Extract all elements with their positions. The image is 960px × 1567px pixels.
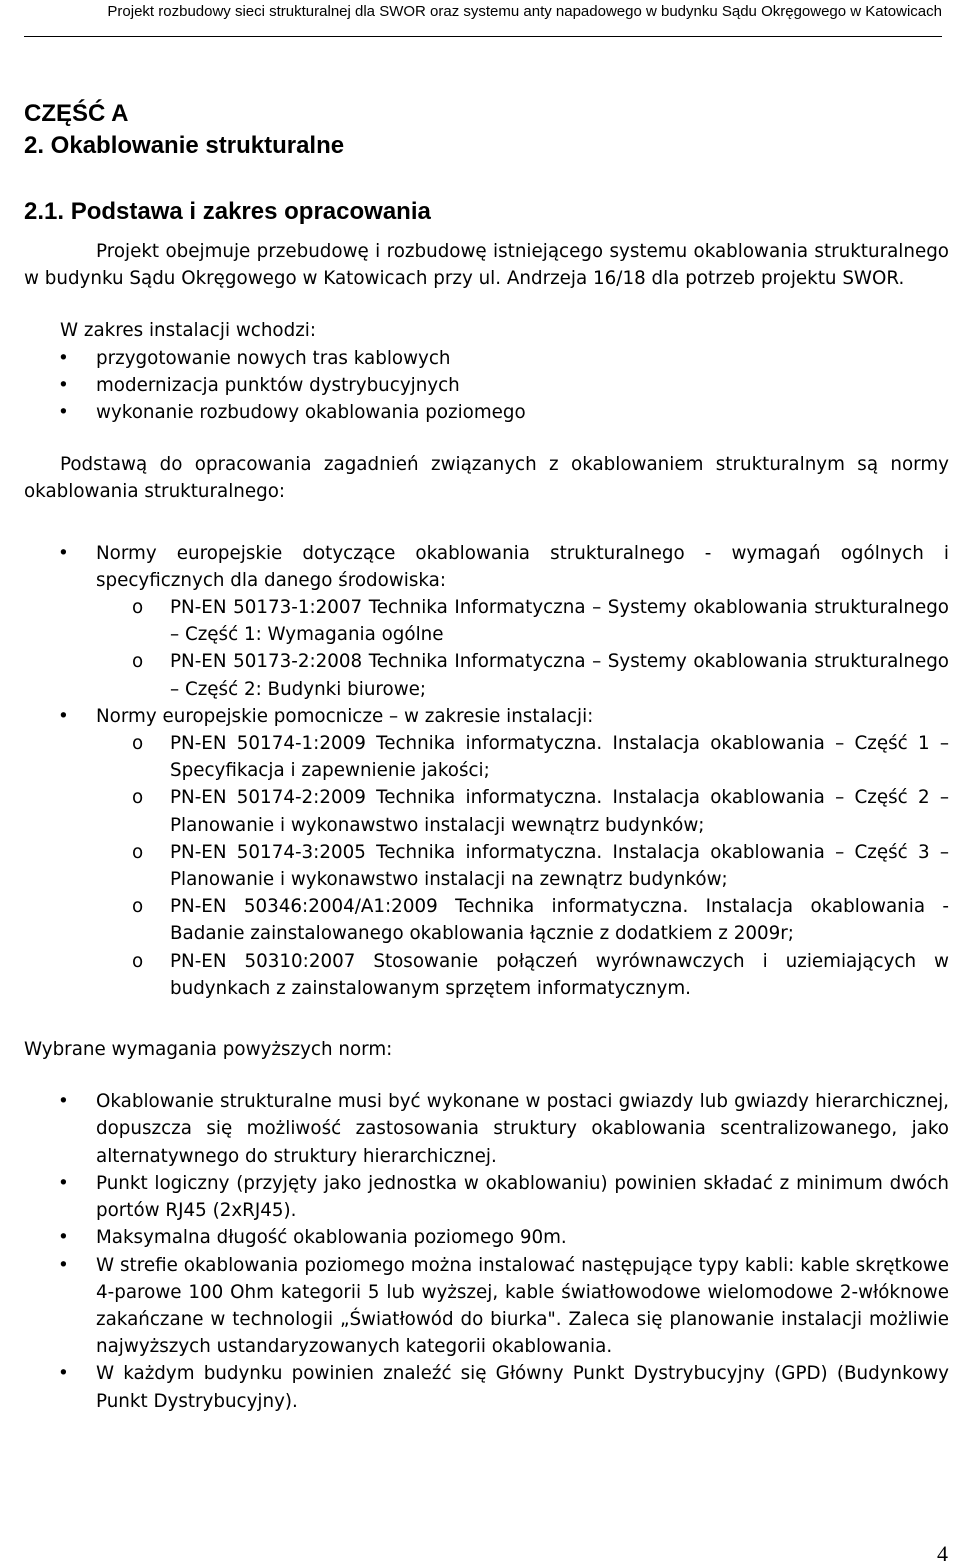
list-item: • Maksymalna długość okablowania poziomego 90m. (24, 1224, 949, 1251)
norms-list (24, 540, 949, 1002)
circle-bullet-icon: o (132, 597, 144, 619)
part-title: CZĘŚĆ A (24, 100, 129, 127)
document-body (24, 98, 949, 1415)
bullet-icon: • (58, 402, 69, 424)
list-item: • Punkt logiczny (przyjęty jako jednostka w okablowaniu) powinien składać z minimum dwóch portów RJ45 (2xRJ45). (24, 1170, 949, 1224)
sub-list (96, 594, 949, 703)
list-item: • Okablowanie strukturalne musi być wykonane w postaci gwiazdy lub gwiazdy hierarchicznej, dopuszcza się możliwość zastosowania struktury okablowania scentralizowanego, jako alternatywnego do struktury hierarchicznej. (24, 1088, 949, 1170)
section-title: 2. Okablowanie strukturalne (24, 132, 345, 159)
page-number: 4 (937, 1541, 948, 1566)
list-item: o PN-EN 50174-1:2009 Technika informatyczna. Instalacja okablowania – Część 1 – Specyfikacja i zapewnienie jakości; (96, 730, 949, 784)
list-item: • modernizacja punktów dystrybucyjnych (24, 372, 949, 399)
bullet-icon: • (58, 1227, 69, 1249)
list-item: • W każdym budynku powinien znaleźć się Główny Punkt Dystrybucyjny (GPD) (Budynkowy Punkt Dystrybucyjny). (24, 1360, 949, 1414)
scope-heading: W zakres instalacji wchodzi: (60, 320, 317, 342)
subsection-title: 2.1. Podstawa i zakres opracowania (24, 198, 431, 225)
circle-bullet-icon: o (132, 787, 144, 809)
bullet-icon: • (58, 347, 69, 369)
bullet-icon: • (58, 1172, 69, 1194)
list-item: • przygotowanie nowych tras kablowych (24, 345, 949, 372)
bullet-icon: • (58, 1363, 69, 1385)
basis-paragraph: Podstawą do opracowania zagadnień związanych z okablowaniem strukturalnym są normy okablowania strukturalnego: (24, 454, 949, 503)
circle-bullet-icon: o (132, 896, 144, 918)
bullet-icon: • (58, 1091, 69, 1113)
bullet-icon: • (58, 374, 69, 396)
bullet-icon: • (58, 705, 69, 727)
bullet-icon: • (58, 1254, 69, 1276)
list-item: • Normy europejskie pomocnicze – w zakresie instalacji: o PN-EN 50174-1:2009 Technika informatyczna. Instalacja okablowania – Część 1 – Specyfikacja i zapewnienie jakości; o PN-EN 50174-2:2009 Technika informatyczna. Instalacja okablowania – Część 2 – Planowanie i wykonawstwo instalacji wewnątrz budynków; o PN-EN 50174-3:2005 Technika informatyczna. Instalacja okablowania – Część 3 – Planowanie i wykonawstwo instalacji na zewnątrz budynków; o PN-EN 50346:2004/A1:2009 Technika informatyczna. Instalacja okablowania - Badanie zainstalowanego okablowania łącznie z dodatkiem z 2009r; o PN-EN 50310:2007 Stosowanie połączeń wyrównawczych i uziemiających w budynkach z zainstalowanym sprzętem informatycznym. (24, 703, 949, 1002)
bullet-icon: • (58, 542, 69, 564)
list-item: • Normy europejskie dotyczące okablowania strukturalnego - wymagań ogólnych i specyficznych dla danego środowiska: o PN-EN 50173-1:2007 Technika Informatyczna – Systemy okablowania strukturalnego – Część 1: Wymagania ogólne o PN-EN 50173-2:2008 Technika Informatyczna – Systemy okablowania strukturalnego – Część 2: Budynki biurowe; (24, 540, 949, 703)
list-item: o PN-EN 50310:2007 Stosowanie połączeń wyrównawczych i uziemiających w budynkach z zainstalowanym sprzętem informatycznym. (96, 948, 949, 1002)
list-item: o PN-EN 50346:2004/A1:2009 Technika informatyczna. Instalacja okablowania - Badanie zainstalowanego okablowania łącznie z dodatkiem z 2009r; (96, 893, 949, 947)
list-item: o PN-EN 50174-2:2009 Technika informatyczna. Instalacja okablowania – Część 2 – Planowanie i wykonawstwo instalacji wewnątrz budynków; (96, 784, 949, 838)
sub-list (96, 730, 949, 1002)
page-header: Projekt rozbudowy sieci strukturalnej dla SWOR oraz systemu anty napadowego w budynku Sądu Okręgowego w Katowicach (24, 0, 942, 37)
list-item: • wykonanie rozbudowy okablowania poziomego (24, 399, 949, 426)
list-item: o PN-EN 50173-2:2008 Technika Informatyczna – Systemy okablowania strukturalnego – Część 2: Budynki biurowe; (96, 648, 949, 702)
intro-paragraph: Projekt obejmuje przebudowę i rozbudowę istniejącego systemu okablowania strukturalnego w budynku Sądu Okręgowego w Katowicach przy ul. Andrzeja 16/18 dla potrzeb projektu SWOR. (24, 241, 949, 290)
requirements-heading: Wybrane wymagania powyższych norm: (24, 1039, 393, 1061)
circle-bullet-icon: o (132, 651, 144, 673)
circle-bullet-icon: o (132, 841, 144, 863)
circle-bullet-icon: o (132, 733, 144, 755)
requirements-list (24, 1088, 949, 1414)
list-item: • W strefie okablowania poziomego można instalować następujące typy kabli: kable skrętkowe 4-parowe 100 Ohm kategorii 5 lub wyższej, kable światłowodowe wielomodowe 2-włóknowe zakańczane w technologii „Światłowód do biurka". Zaleca się planowanie instalacji możliwie najwyższych ustandaryzowanych kategorii okablowania. (24, 1252, 949, 1361)
list-item: o PN-EN 50174-3:2005 Technika informatyczna. Instalacja okablowania – Część 3 – Planowanie i wykonawstwo instalacji na zewnątrz budynków; (96, 839, 949, 893)
list-item: o PN-EN 50173-1:2007 Technika Informatyczna – Systemy okablowania strukturalnego – Część 1: Wymagania ogólne (96, 594, 949, 648)
scope-list (24, 345, 949, 427)
circle-bullet-icon: o (132, 950, 144, 972)
